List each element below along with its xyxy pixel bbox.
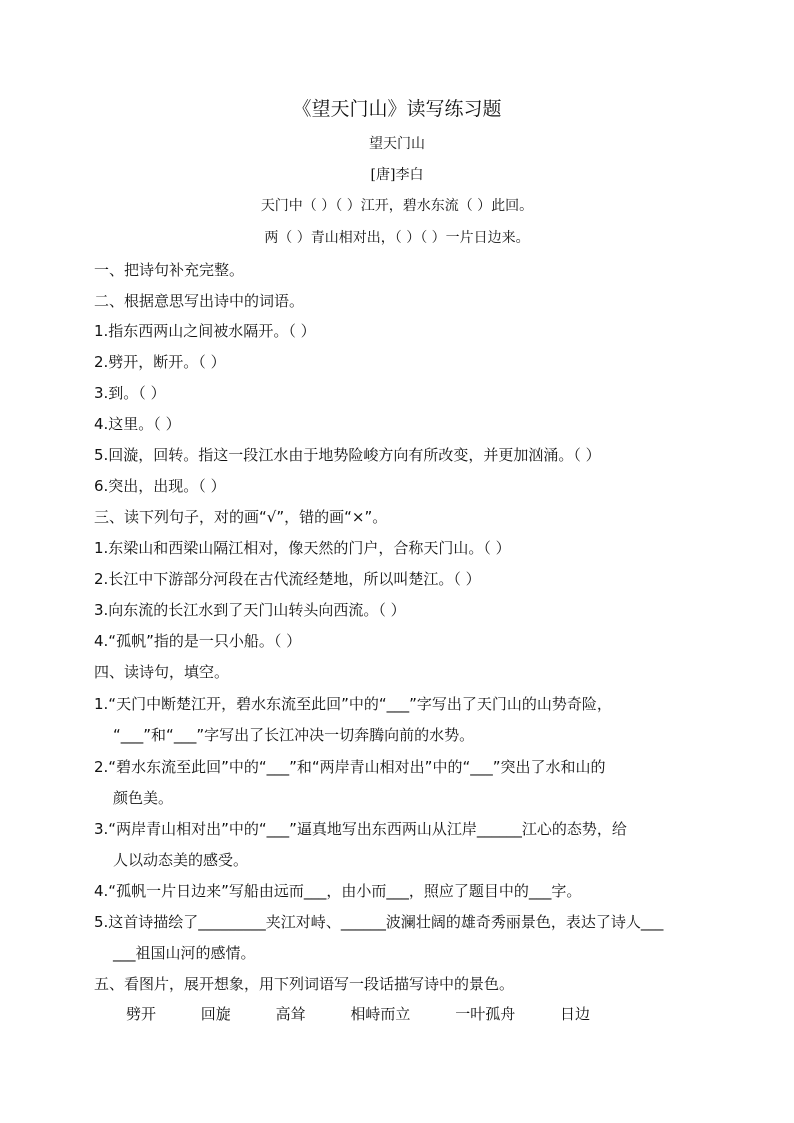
question-item: 6.突出，出现。（ ） [94,477,226,495]
question-item-continued: 颜色美。 [113,789,174,807]
page-title: 《望天门山》读写练习题 [292,98,502,120]
question-item: 4.“孤帆一片日边来”写船由远而___，由小而___，照应了题目中的___字。 [94,882,582,900]
question-item: 2.长江中下游部分河段在古代流经楚地，所以叫楚江。（ ） [94,570,481,588]
poem-line-1: 天门中（ ）（ ）江开，碧水东流（ ）此回。 [260,198,534,214]
question-item-continued: ___祖国山河的感情。 [113,944,256,962]
question-item: 1.东梁山和西梁山隔江相对，像天然的门户，合称天门山。（ ） [94,539,511,557]
question-item: 2.劈开，断开。（ ） [94,353,226,371]
question-item: 4.“孤帆”指的是一只小船。（ ） [94,632,302,650]
question-item: 3.“两岸青山相对出”中的“___”逼真地写出东西两山从江岸______江心的态势，给 [94,820,627,838]
question-item: 2.“碧水东流至此回”中的“___”和“两岸青山相对出”中的“___”突出了水和山的 [94,758,606,776]
question-item: 4.这里。（ ） [94,415,181,433]
question-item-continued: 人以动态美的感受。 [113,851,249,869]
section-4-heading: 四、读诗句，填空。 [94,663,230,681]
section-3-heading: 三、读下列句子，对的画“√”，错的画“×”。 [94,508,388,526]
section-5-heading: 五、看图片，展开想象，用下列词语写一段话描写诗中的景色。 [94,975,515,993]
word-bank-item: 一叶孤舟 [455,1005,516,1023]
word-bank-item: 高耸 [275,1005,306,1023]
word-bank-item: 回旋 [200,1005,231,1023]
poem-title: 望天门山 [369,136,425,152]
question-item-continued: “___”和“___”字写出了长江冲决一切奔腾向前的水势。 [113,726,475,744]
word-bank-item: 日边 [559,1005,590,1023]
section-1-heading: 一、把诗句补充完整。 [94,261,245,279]
question-item: 1.“天门中断楚江开，碧水东流至此回”中的“___”字写出了天门山的山势奇险， [94,695,612,713]
word-bank-item: 劈开 [126,1005,157,1023]
poem-author: [唐]李白 [370,167,424,183]
question-item: 5.这首诗描绘了_________夹江对峙、______波澜壮阔的雄奇秀丽景色，表达了诗人___ [94,913,664,931]
word-bank-item: 相峙而立 [350,1005,411,1023]
question-item: 1.指东西两山之间被水隔开。（ ） [94,322,316,340]
question-item: 3.向东流的长江水到了天门山转头向西流。（ ） [94,601,406,619]
question-item: 5.回漩，回转。指这一段江水由于地势险峻方向有所改变，并更加汹涌。（ ） [94,446,601,464]
question-item: 3.到。（ ） [94,384,166,402]
poem-line-2: 两（ ）青山相对出，（ ）（ ）一片日边来。 [264,230,530,246]
section-2-heading: 二、根据意思写出诗中的词语。 [94,292,305,310]
word-bank [126,1004,590,1024]
